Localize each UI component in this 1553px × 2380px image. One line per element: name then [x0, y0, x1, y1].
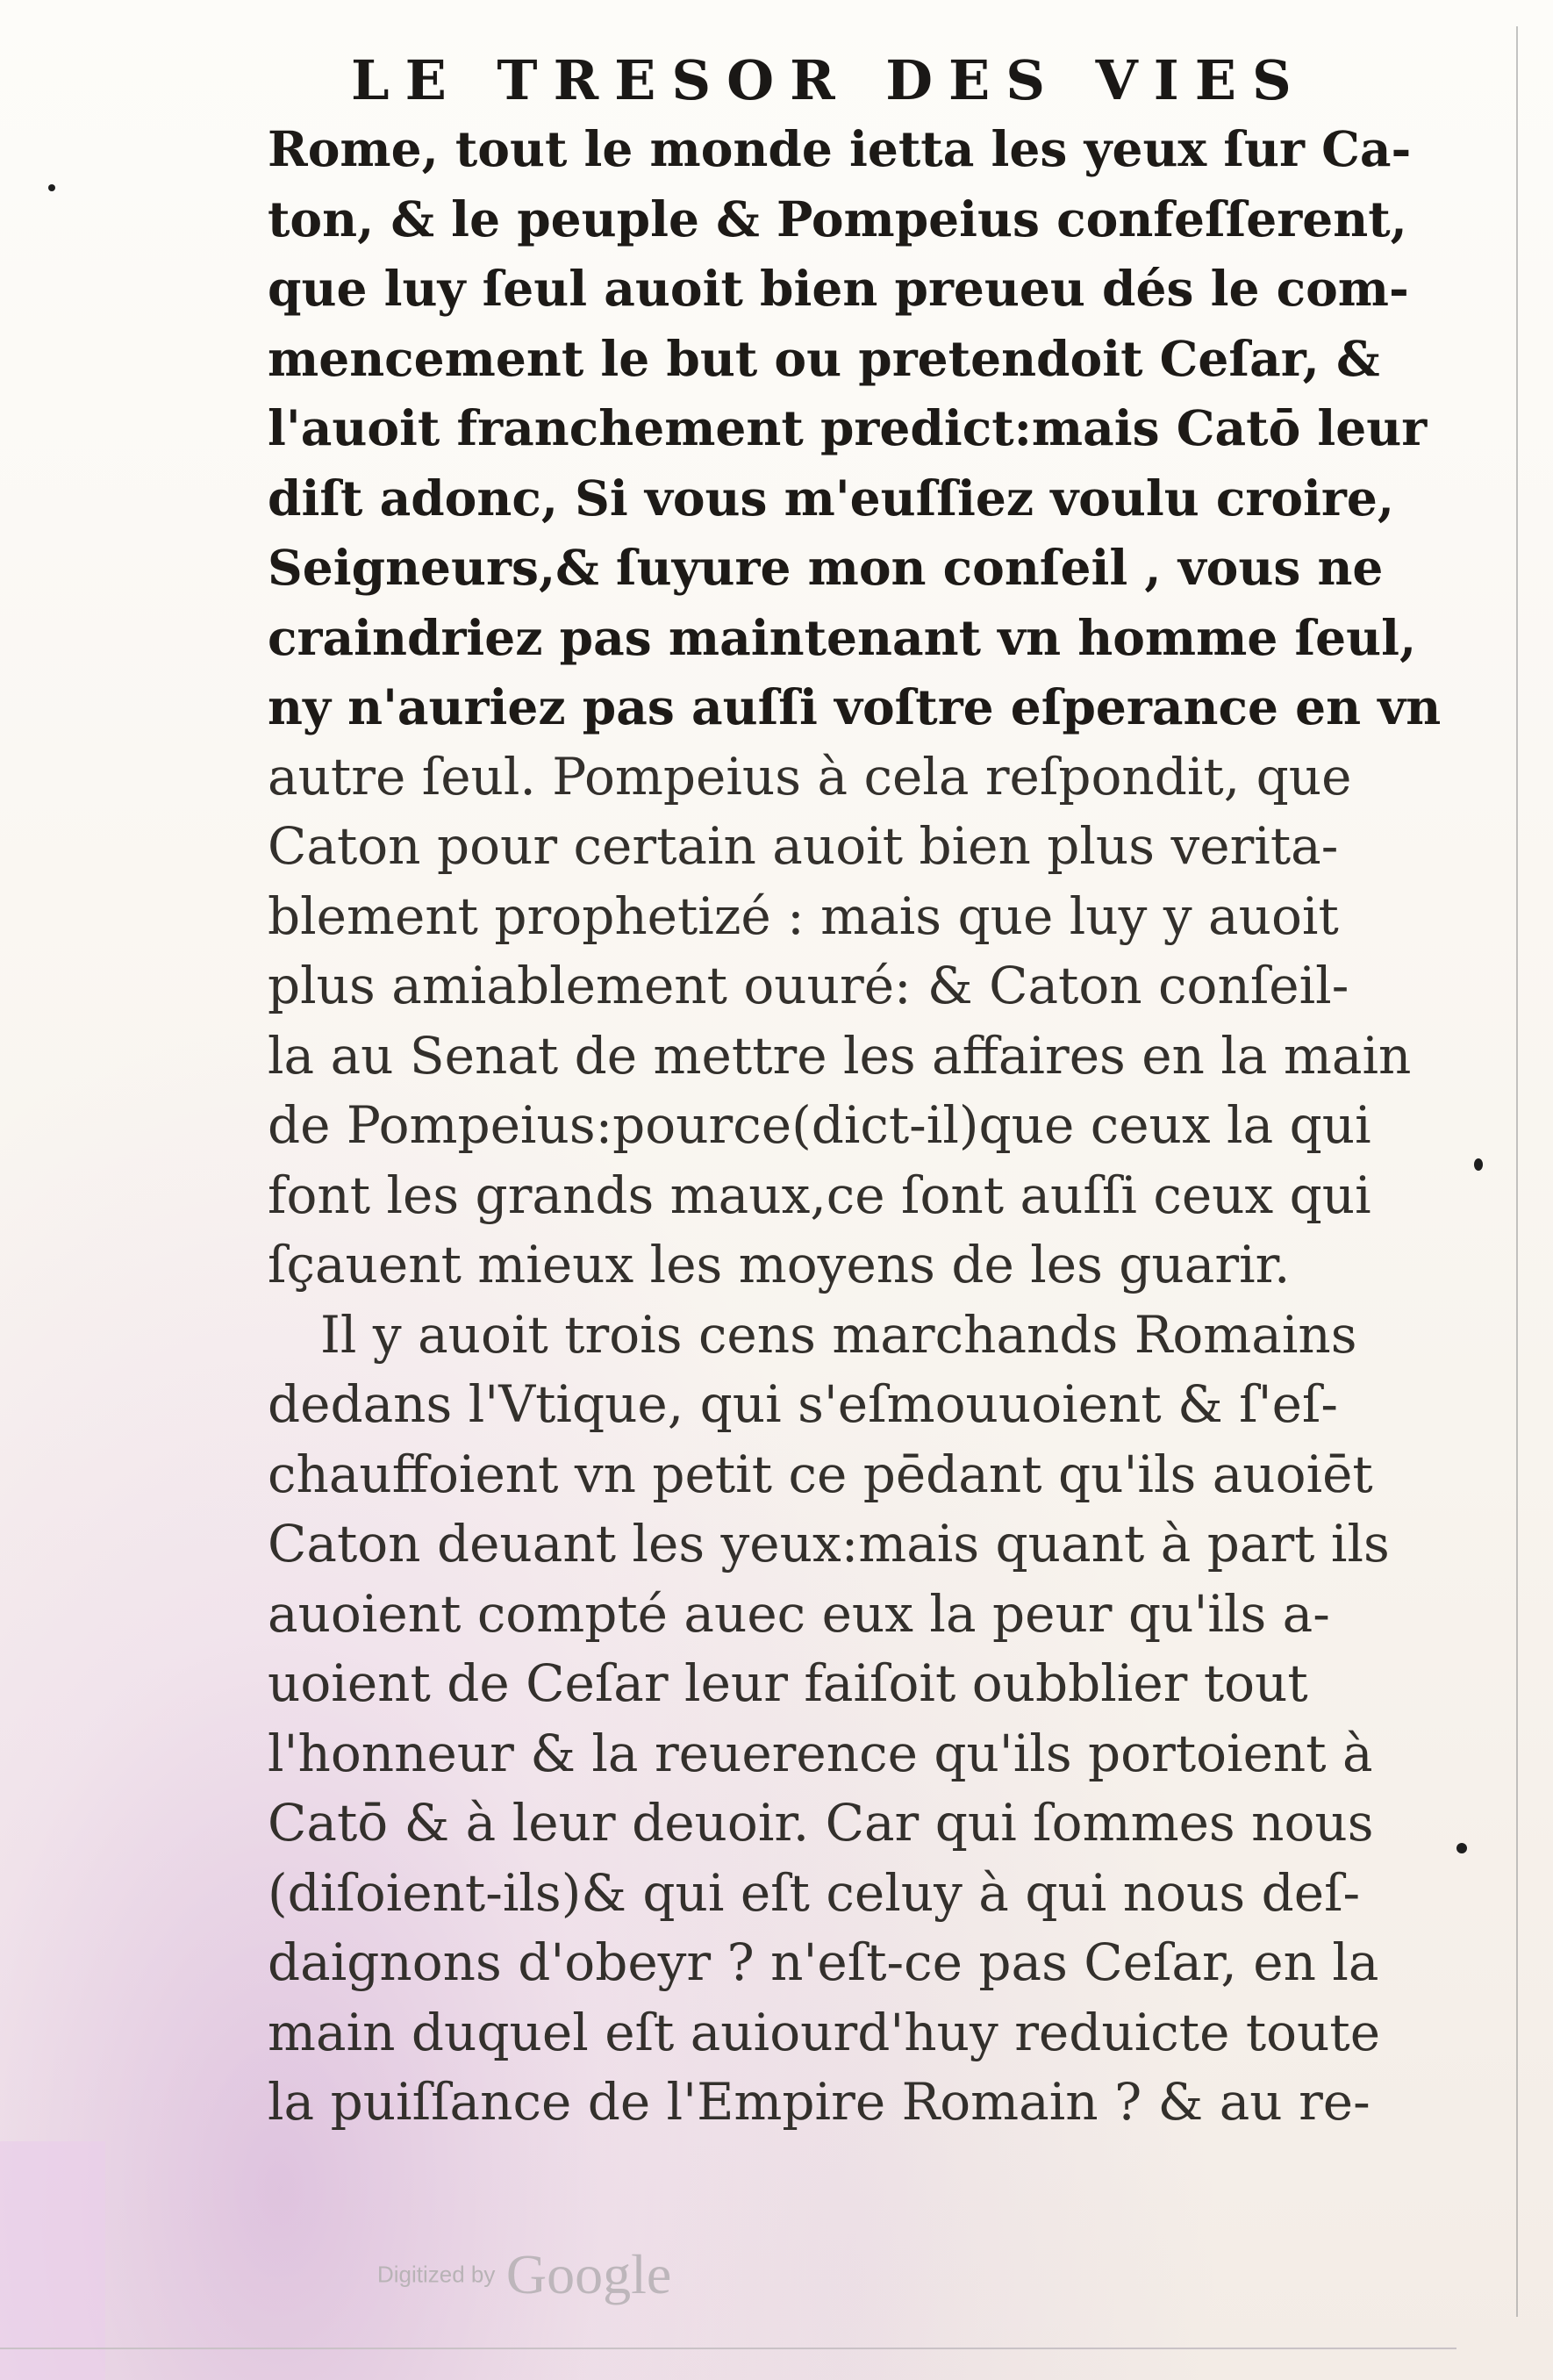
text-line: mencement le but ou pretendoit Ceſar, &: [268, 329, 1380, 387]
page-stain: [0, 2141, 105, 2380]
digitization-watermark: [377, 2242, 671, 2307]
text-line: ſçauent mieux les moyens de les guarir.: [268, 1235, 1291, 1294]
text-line: de Pompeius:pource(dict-il)que ceux la qui: [268, 1095, 1371, 1155]
text-line: l'honneur & la reuerence qu'ils portoient à: [268, 1723, 1373, 1783]
text-line: daignons d'obeyr ? n'eſt-ce pas Ceſar, en la: [268, 1932, 1379, 1992]
text-line: Seigneurs,& ſuyure mon conſeil , vous ne: [268, 539, 1384, 596]
text-line: ny n'auriez pas auſſi voſtre eſperance en vn: [268, 678, 1442, 735]
paragraph-start-line: Il y auoit trois cens marchands Romains: [320, 1304, 1357, 1365]
page-edge-line: [1516, 26, 1518, 2317]
text-line: chauffoient vn petit ce pēdant qu'ils auoiēt: [268, 1444, 1373, 1504]
text-line: main duquel eſt auiourd'huy reduicte toute: [268, 2002, 1381, 2062]
text-line: Rome, tout le monde ietta les yeux ſur Ca-: [268, 120, 1412, 177]
watermark-prefix: Digitized by: [377, 2261, 496, 2288]
text-line: (diſoient-ils)& qui eſt celuy à qui nous deſ-: [268, 1862, 1361, 1923]
google-logo: Google: [505, 2243, 672, 2305]
text-line: la puiſſance de l'Empire Romain ? & au re-: [268, 2072, 1371, 2132]
text-line: dedans l'Vtique, qui s'eſmouuoient & ſ'eſ-: [268, 1374, 1338, 1434]
ink-speck: [1456, 1843, 1467, 1853]
text-line: que luy ſeul auoit bien preueu dés le com-: [268, 260, 1409, 317]
text-line: Caton deuant les yeux:mais quant à part ils: [268, 1514, 1390, 1574]
text-line: auoient compté auec eux la peur qu'ils a-: [268, 1583, 1330, 1644]
scan-bottom-edge: [0, 2348, 1456, 2349]
text-line: ton, & le peuple & Pompeius confeſſerent,: [268, 190, 1407, 247]
ink-speck: [48, 184, 55, 191]
text-line: diſt adonc, Si vous m'euſſiez voulu croire,: [268, 469, 1395, 527]
text-line: l'auoit franchement predict:mais Catō leur: [268, 399, 1428, 456]
text-line: blement prophetizé : mais que luy y auoit: [268, 885, 1339, 946]
body-text: [268, 114, 1442, 2138]
text-line: craindriez pas maintenant vn homme ſeul,: [268, 608, 1417, 666]
text-line: plus amiablement ouuré: & Caton conſeil-: [268, 956, 1349, 1015]
text-line: autre ſeul. Pompeius à cela reſpondit, que: [268, 746, 1352, 806]
text-line: font les grands maux,ce ſont auſſi ceux qui: [268, 1165, 1371, 1225]
text-line: la au Senat de mettre les affaires en la main: [268, 1025, 1412, 1086]
text-line: Catō & à leur deuoir. Car qui ſommes nous: [268, 1793, 1374, 1853]
text-line: uoient de Ceſar leur faiſoit oubblier tout: [268, 1653, 1308, 1713]
ink-speck: [1474, 1158, 1483, 1171]
running-head: LE TRESOR DES VIES: [351, 48, 1307, 112]
text-line: Caton pour certain auoit bien plus verita-: [268, 816, 1339, 876]
